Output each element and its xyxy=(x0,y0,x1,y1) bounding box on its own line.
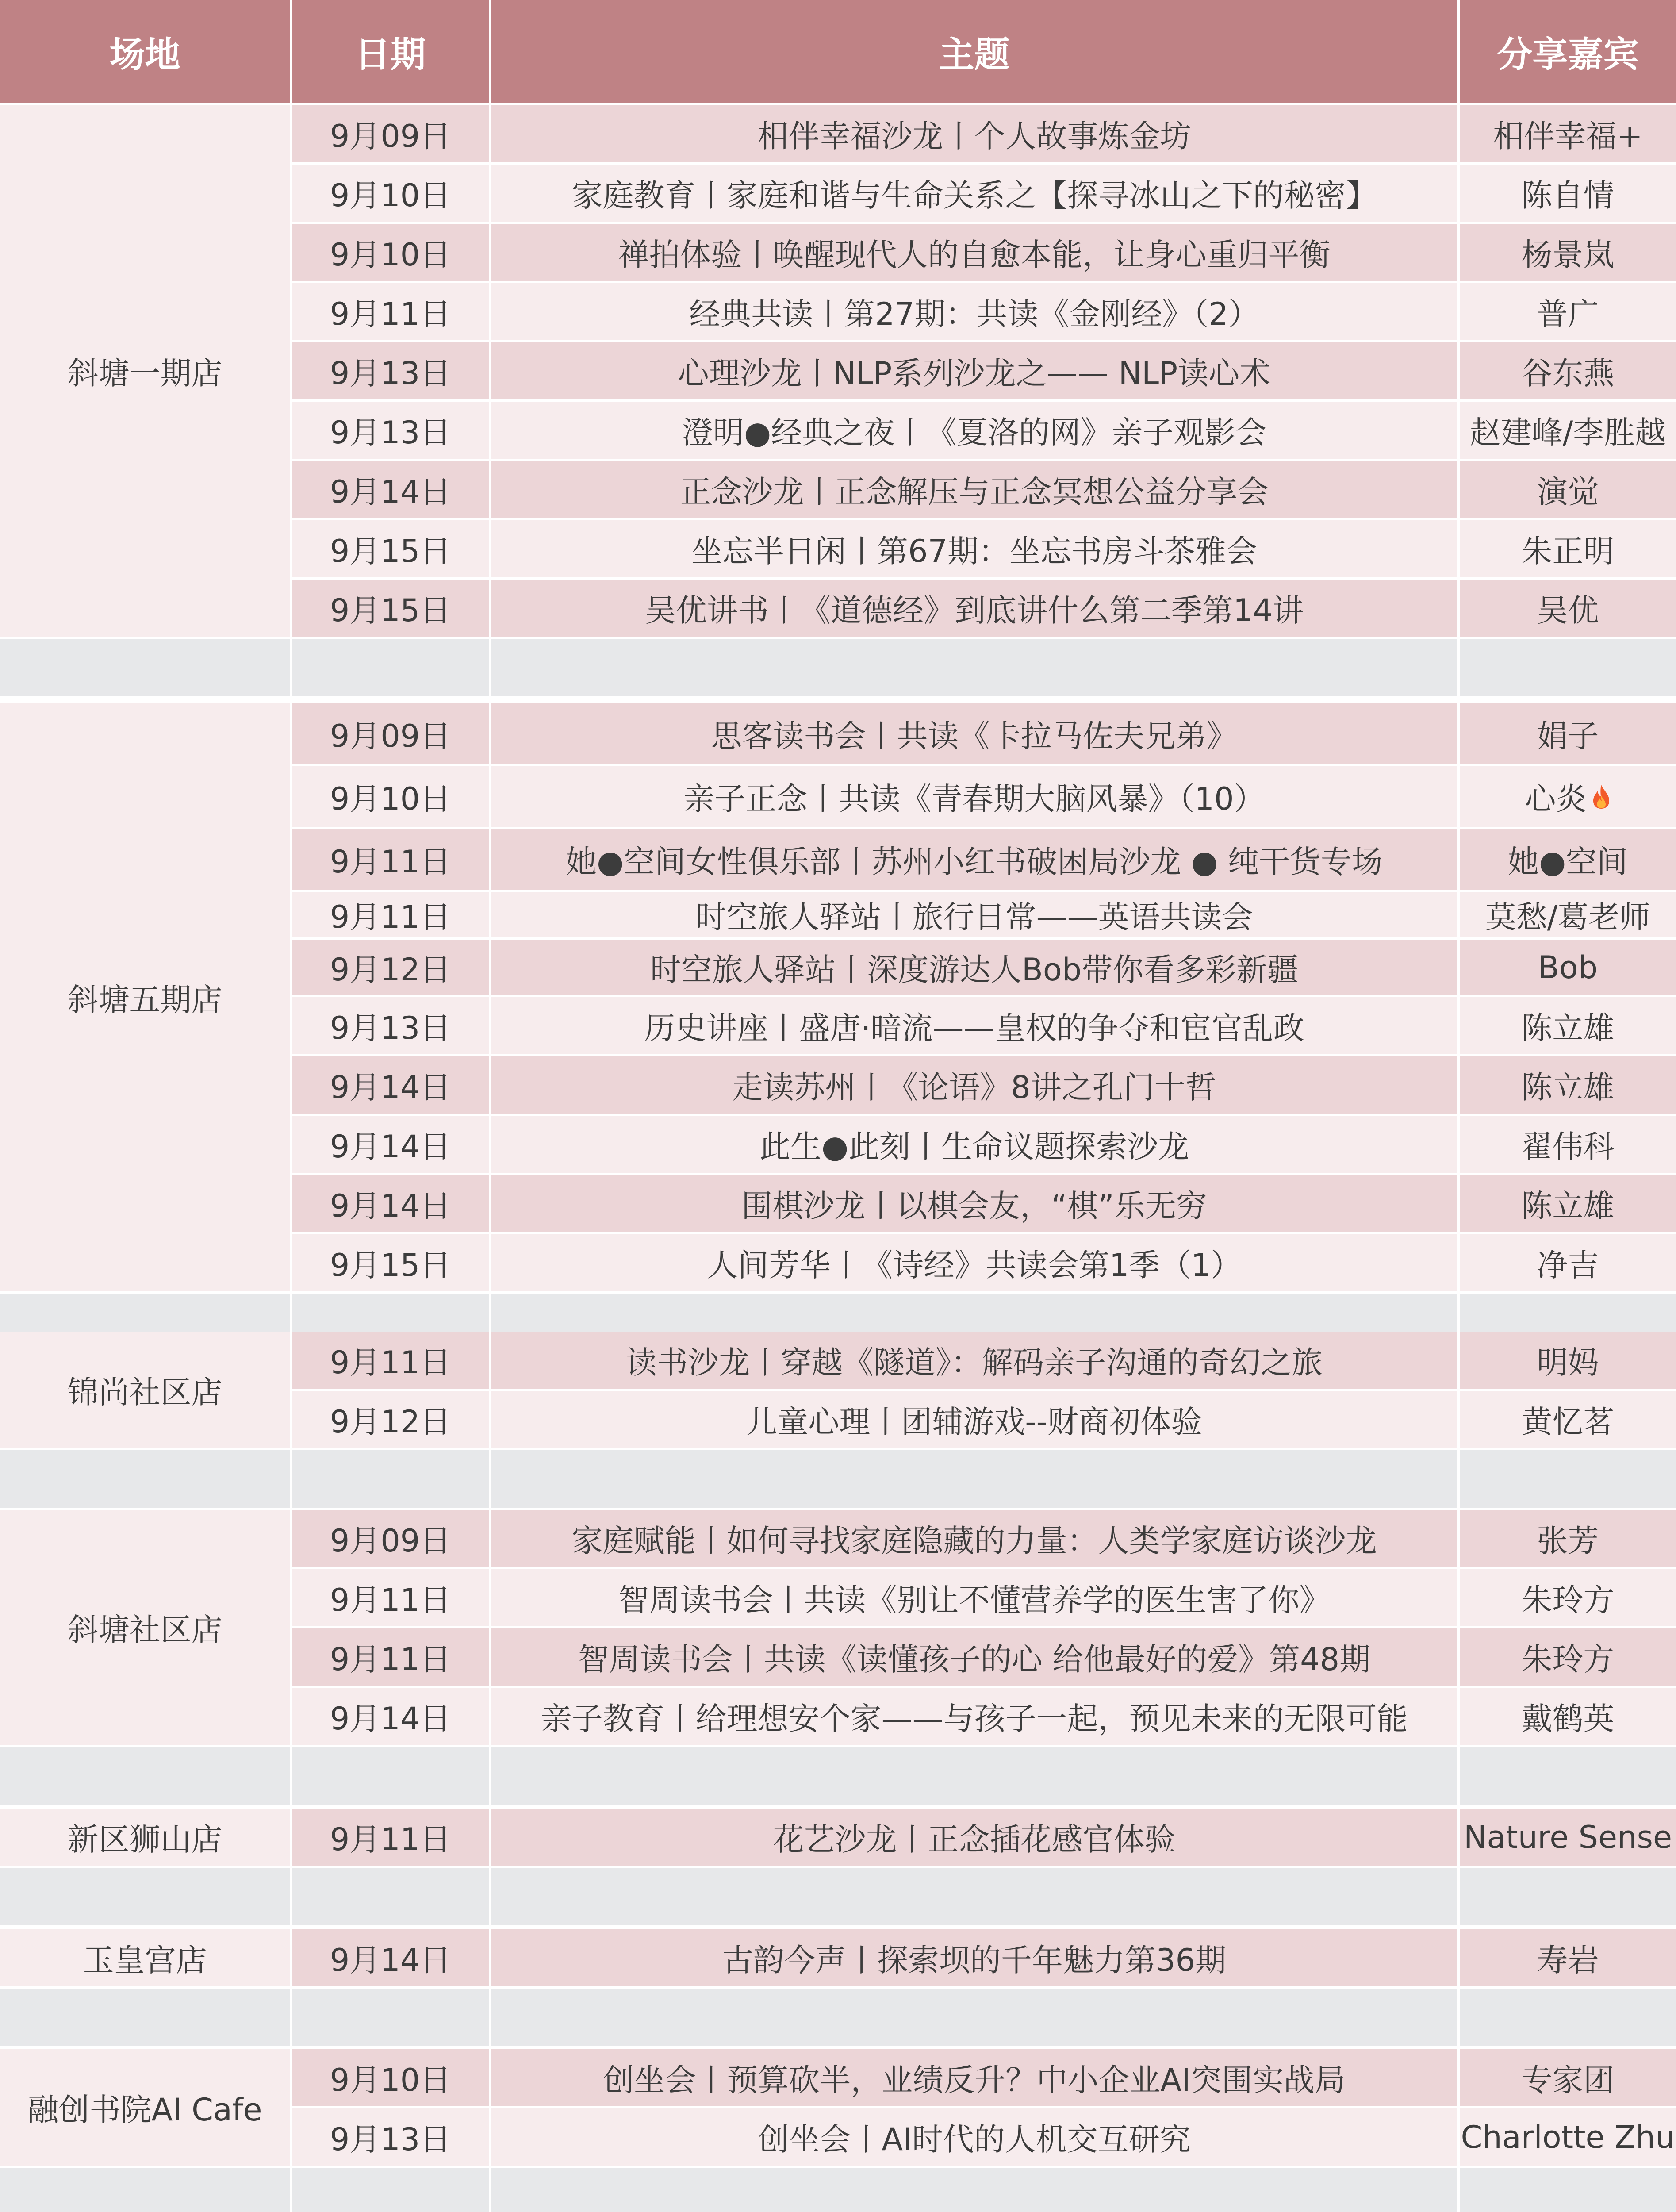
venue-cell: 斜塘一期店 xyxy=(0,105,292,639)
table-header xyxy=(0,0,1676,105)
separator-cell xyxy=(292,1868,491,1928)
guest-cell xyxy=(1460,283,1676,342)
guest-name: 谷东燕 xyxy=(1521,355,1615,392)
date-cell: 9月11日 xyxy=(292,1332,491,1391)
topic-cell: 创坐会丨AI时代的人机交互研究 xyxy=(491,2108,1460,2168)
guest-cell xyxy=(1460,1056,1676,1116)
topic-cell: 坐忘半日闲丨第67期：坐忘书房斗茶雅会 xyxy=(491,520,1460,580)
guest-cell xyxy=(1460,461,1676,520)
separator-cell xyxy=(292,639,491,699)
guest-cell xyxy=(1460,342,1676,402)
guest-cell xyxy=(1460,2108,1676,2168)
guest-cell xyxy=(1460,1688,1676,1747)
guest-cell xyxy=(1460,1332,1676,1391)
separator-row xyxy=(0,639,1676,699)
guest-name: 普广 xyxy=(1537,296,1599,332)
date-cell: 9月11日 xyxy=(292,1809,491,1868)
guest-name: 张芳 xyxy=(1537,1523,1599,1559)
separator-cell xyxy=(491,2168,1460,2212)
separator-cell xyxy=(0,1989,292,2048)
topic-cell: 思客读书会丨共读《卡拉马佐夫兄弟》 xyxy=(491,703,1460,766)
separator-cell xyxy=(292,1989,491,2048)
date-cell: 9月14日 xyxy=(292,1688,491,1747)
guest-name: 黄忆茗 xyxy=(1521,1404,1615,1440)
header-venue: 场地 xyxy=(0,0,292,105)
guest-name: 赵建峰/李胜越 xyxy=(1469,415,1666,451)
topic-cell: 家庭教育丨家庭和谐与生命关系之【探寻冰山之下的秘密】 xyxy=(491,165,1460,224)
guest-name: Nature Sense xyxy=(1463,1819,1672,1855)
topic-cell: 走读苏州丨《论语》8讲之孔门十哲 xyxy=(491,1056,1460,1116)
separator-cell xyxy=(0,639,292,699)
date-cell: 9月09日 xyxy=(292,703,491,766)
date-cell: 9月12日 xyxy=(292,940,491,997)
guest-cell xyxy=(1460,520,1676,580)
date-cell: 9月15日 xyxy=(292,520,491,580)
guest-name: 净吉 xyxy=(1537,1247,1599,1283)
guest-cell xyxy=(1460,224,1676,283)
date-cell: 9月14日 xyxy=(292,1056,491,1116)
guest-cell xyxy=(1460,105,1676,165)
guest-cell xyxy=(1460,1569,1676,1628)
separator-row xyxy=(0,1450,1676,1510)
guest-name: 陈立雄 xyxy=(1521,1069,1615,1106)
topic-cell: 创坐会丨预算砍半，业绩反升？中小企业AI突围实战局 xyxy=(491,2049,1460,2108)
guest-name: 寿岩 xyxy=(1537,1942,1599,1978)
venue-cell: 斜塘五期店 xyxy=(0,703,292,1294)
date-cell: 9月09日 xyxy=(292,1510,491,1569)
topic-cell: 围棋沙龙丨以棋会友，“棋”乐无穷 xyxy=(491,1175,1460,1234)
separator-cell xyxy=(0,1747,292,1807)
separator-cell xyxy=(491,1747,1460,1807)
topic-cell: 时空旅人驿站丨深度游达人Bob带你看多彩新疆 xyxy=(491,940,1460,997)
topic-cell: 她●空间女性俱乐部丨苏州小红书破困局沙龙 ● 纯干货专场 xyxy=(491,829,1460,892)
guest-name: 戴鹤英 xyxy=(1521,1701,1615,1737)
guest-cell xyxy=(1460,580,1676,639)
guest-cell xyxy=(1460,402,1676,461)
topic-cell: 智周读书会丨共读《别让不懂营养学的医生害了你》 xyxy=(491,1569,1460,1628)
separator-cell xyxy=(0,1868,292,1928)
topic-cell: 澄明●经典之夜丨《夏洛的网》亲子观影会 xyxy=(491,402,1460,461)
topic-cell: 历史讲座丨盛唐·暗流——皇权的争夺和宦官乱政 xyxy=(491,997,1460,1056)
topic-cell: 亲子正念丨共读《青春期大脑风暴》（10） xyxy=(491,766,1460,829)
guest-name: 演觉 xyxy=(1537,474,1599,510)
topic-cell: 禅拍体验丨唤醒现代人的自愈本能，让身心重归平衡 xyxy=(491,224,1460,283)
guest-name: 莫愁/葛老师 xyxy=(1485,899,1651,935)
venue-cell: 融创书院AI Cafe xyxy=(0,2049,292,2168)
topic-cell: 亲子教育丨给理想安个家——与孩子一起，预见未来的无限可能 xyxy=(491,1688,1460,1747)
header-date: 日期 xyxy=(292,0,491,105)
guest-name: 朱玲方 xyxy=(1521,1641,1615,1678)
guest-name: 陈立雄 xyxy=(1521,1188,1615,1224)
guest-name: Charlotte Zhu xyxy=(1461,2119,1675,2155)
topic-cell: 读书沙龙丨穿越《隧道》：解码亲子沟通的奇幻之旅 xyxy=(491,1332,1460,1391)
separator-cell xyxy=(491,1989,1460,2048)
guest-name: 朱正明 xyxy=(1521,533,1615,569)
separator-cell xyxy=(1460,2168,1676,2212)
topic-cell: 人间芳华丨《诗经》共读会第1季（1） xyxy=(491,1234,1460,1294)
topic-cell: 古韵今声丨探索坝的千年魅力第36期 xyxy=(491,1929,1460,1989)
venue-cell: 锦尚社区店 xyxy=(0,1332,292,1450)
venue-cell: 玉皇宫店 xyxy=(0,1929,292,1989)
topic-cell: 经典共读丨第27期：共读《金刚经》（2） xyxy=(491,283,1460,342)
separator-cell xyxy=(292,2168,491,2212)
date-cell: 9月11日 xyxy=(292,283,491,342)
guest-name: 她●空间 xyxy=(1507,844,1628,880)
topic-cell: 家庭赋能丨如何寻找家庭隐藏的力量：人类学家庭访谈沙龙 xyxy=(491,1510,1460,1569)
guest-name: 杨景岚 xyxy=(1521,237,1615,273)
topic-cell: 时空旅人驿站丨旅行日常——英语共读会 xyxy=(491,892,1460,940)
separator-cell xyxy=(491,1868,1460,1928)
separator-cell xyxy=(1460,1747,1676,1807)
date-cell: 9月13日 xyxy=(292,342,491,402)
guest-cell xyxy=(1460,940,1676,997)
guest-name: 明妈 xyxy=(1537,1344,1599,1381)
guest-cell xyxy=(1460,1234,1676,1294)
guest-cell xyxy=(1460,1510,1676,1569)
separator-cell xyxy=(0,2168,292,2212)
guest-cell xyxy=(1460,829,1676,892)
guest-name: Bob xyxy=(1538,949,1598,986)
topic-cell: 正念沙龙丨正念解压与正念冥想公益分享会 xyxy=(491,461,1460,520)
date-cell: 9月11日 xyxy=(292,829,491,892)
separator-row xyxy=(0,1868,1676,1928)
venue-cell: 新区狮山店 xyxy=(0,1809,292,1868)
guest-cell xyxy=(1460,1391,1676,1450)
header-guest: 分享嘉宾 xyxy=(1460,0,1676,105)
separator-row xyxy=(0,1747,1676,1807)
guest-name: 陈立雄 xyxy=(1521,1010,1615,1046)
date-cell: 9月13日 xyxy=(292,2108,491,2168)
separator-cell xyxy=(292,1747,491,1807)
guest-name: 专家团 xyxy=(1521,2062,1615,2098)
guest-name: 吴优 xyxy=(1537,592,1599,629)
header-topic: 主题 xyxy=(491,0,1460,105)
date-cell: 9月10日 xyxy=(292,2049,491,2108)
separator-row xyxy=(0,1989,1676,2048)
guest-name: 朱玲方 xyxy=(1521,1582,1615,1618)
separator-cell xyxy=(0,1450,292,1510)
guest-cell xyxy=(1460,1929,1676,1989)
date-cell: 9月12日 xyxy=(292,1391,491,1450)
date-cell: 9月11日 xyxy=(292,892,491,940)
topic-cell: 心理沙龙丨NLP系列沙龙之—— NLP读心术 xyxy=(491,342,1460,402)
date-cell: 9月14日 xyxy=(292,461,491,520)
separator-cell xyxy=(1460,1450,1676,1510)
date-cell: 9月14日 xyxy=(292,1929,491,1989)
guest-name: 翟伟科 xyxy=(1521,1129,1615,1165)
guest-name: 陈自情 xyxy=(1521,177,1615,214)
separator-cell xyxy=(491,1450,1460,1510)
topic-cell: 儿童心理丨团辅游戏--财商初体验 xyxy=(491,1391,1460,1450)
separator-cell xyxy=(1460,1868,1676,1928)
guest-cell xyxy=(1460,892,1676,940)
separator-cell xyxy=(1460,1989,1676,2048)
guest-cell xyxy=(1460,2049,1676,2108)
date-cell: 9月13日 xyxy=(292,997,491,1056)
date-cell: 9月10日 xyxy=(292,165,491,224)
separator-cell xyxy=(1460,639,1676,699)
venue-cell: 斜塘社区店 xyxy=(0,1510,292,1747)
date-cell: 9月15日 xyxy=(292,580,491,639)
guest-cell xyxy=(1460,1809,1676,1868)
guest-name: 相伴幸福+ xyxy=(1493,118,1643,154)
guest-name: 心炎 xyxy=(1525,781,1587,817)
guest-cell xyxy=(1460,703,1676,766)
guest-cell xyxy=(1460,997,1676,1056)
guest-cell xyxy=(1460,165,1676,224)
topic-cell: 花艺沙龙丨正念插花感官体验 xyxy=(491,1809,1460,1868)
guest-cell xyxy=(1460,1175,1676,1234)
date-cell: 9月10日 xyxy=(292,224,491,283)
guest-cell xyxy=(1460,1116,1676,1175)
date-cell: 9月11日 xyxy=(292,1628,491,1688)
guest-name: 娟子 xyxy=(1537,718,1599,754)
separator-cell xyxy=(491,639,1460,699)
date-cell: 9月10日 xyxy=(292,766,491,829)
date-cell: 9月14日 xyxy=(292,1175,491,1234)
topic-cell: 相伴幸福沙龙丨个人故事炼金坊 xyxy=(491,105,1460,165)
date-cell: 9月15日 xyxy=(292,1234,491,1294)
guest-cell xyxy=(1460,1628,1676,1688)
date-cell: 9月13日 xyxy=(292,402,491,461)
separator-row xyxy=(0,2168,1676,2212)
topic-cell: 吴优讲书丨《道德经》到底讲什么第二季第14讲 xyxy=(491,580,1460,639)
date-cell: 9月09日 xyxy=(292,105,491,165)
fire-icon xyxy=(1592,784,1611,810)
separator-cell xyxy=(292,1450,491,1510)
guest-cell xyxy=(1460,766,1676,829)
date-cell: 9月11日 xyxy=(292,1569,491,1628)
topic-cell: 智周读书会丨共读《读懂孩子的心 给他最好的爱》第48期 xyxy=(491,1628,1460,1688)
date-cell: 9月14日 xyxy=(292,1116,491,1175)
topic-cell: 此生●此刻丨生命议题探索沙龙 xyxy=(491,1116,1460,1175)
